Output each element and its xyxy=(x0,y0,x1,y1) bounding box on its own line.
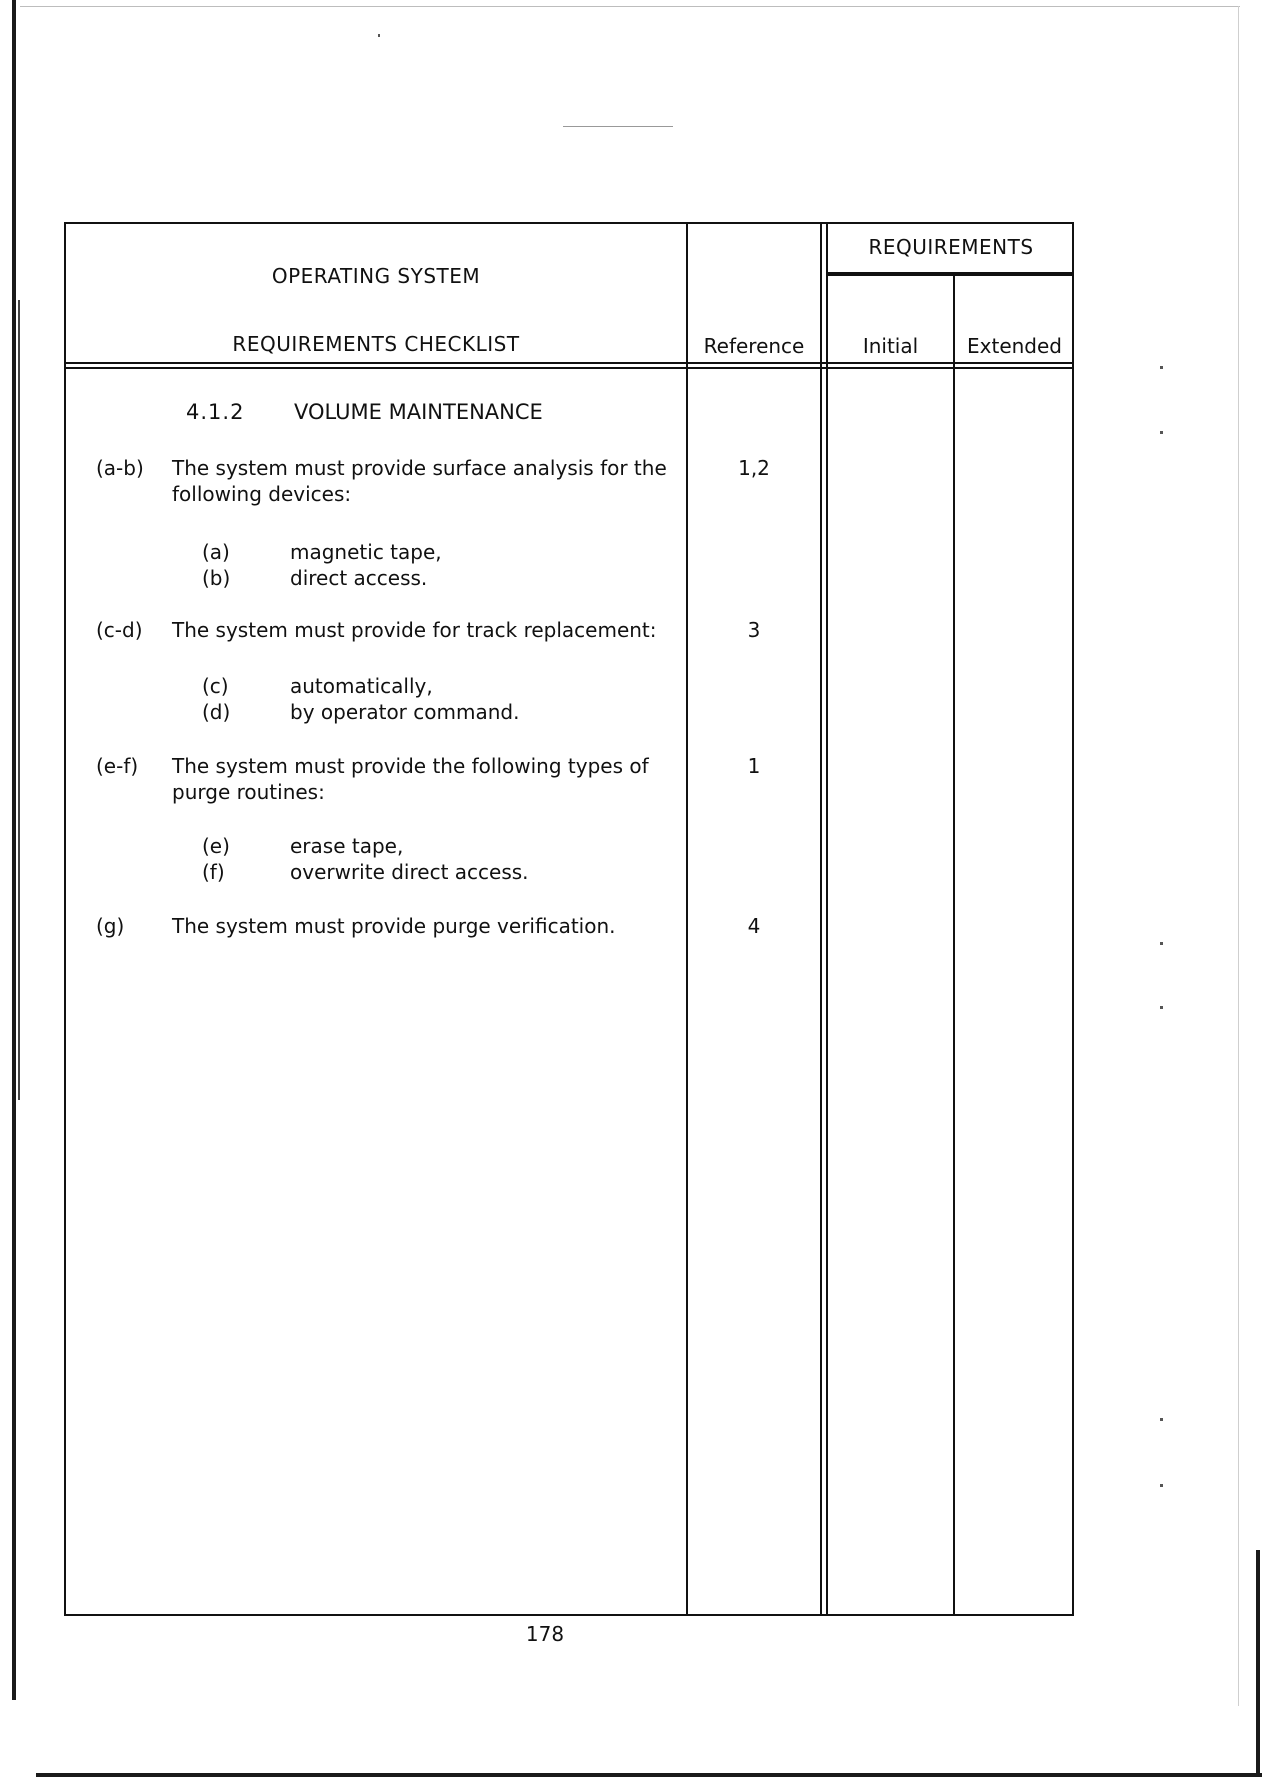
header-rule-lower xyxy=(66,367,1072,369)
item-id: (a-b) xyxy=(96,456,144,480)
scan-edge-top xyxy=(20,6,1240,7)
subitem-text: magnetic tape, xyxy=(290,540,442,564)
header-requirements: REQUIREMENTS xyxy=(868,235,1034,259)
scan-speck xyxy=(378,34,380,37)
column-rule-requirements-outer xyxy=(820,224,822,1614)
column-rule-initial-extended xyxy=(953,276,955,1614)
item-id: (e-f) xyxy=(96,754,139,778)
scan-speck xyxy=(1160,1484,1163,1487)
scan-speck xyxy=(563,126,673,127)
scan-edge-bottom xyxy=(36,1773,1262,1777)
subitem-id: (c) xyxy=(202,674,229,698)
subitem-id: (b) xyxy=(202,566,231,590)
item-text: The system must provide the following types of xyxy=(172,754,649,778)
scan-speck xyxy=(1160,1418,1163,1421)
scan-speck xyxy=(1160,431,1163,434)
header-reference: Reference xyxy=(703,334,805,358)
header-title-line2: REQUIREMENTS CHECKLIST xyxy=(232,332,520,356)
subitem-id: (a) xyxy=(202,540,230,564)
item-text: The system must provide purge verification. xyxy=(172,914,616,938)
scan-edge-left xyxy=(12,0,16,1700)
column-rule-requirements-inner xyxy=(826,224,828,1614)
subitem-text: automatically, xyxy=(290,674,433,698)
page-number: 178 xyxy=(525,1622,565,1646)
item-reference: 1 xyxy=(747,754,761,778)
header-title-line1: OPERATING SYSTEM xyxy=(271,264,481,288)
subitem-text: by operator command. xyxy=(290,700,520,724)
section-title: VOLUME MAINTENANCE xyxy=(294,400,543,424)
item-text: following devices: xyxy=(172,482,352,506)
header-rule-upper xyxy=(66,362,1072,364)
scan-edge-right-bottom xyxy=(1256,1550,1260,1776)
scan-edge-left-inner xyxy=(18,300,20,1100)
requirements-checklist-form xyxy=(64,222,1074,1616)
scan-speck xyxy=(1160,942,1163,945)
scan-speck xyxy=(1160,366,1163,369)
header-initial: Initial xyxy=(862,334,919,358)
scan-speck xyxy=(1160,1006,1163,1009)
item-text: purge routines: xyxy=(172,780,325,804)
subitem-text: direct access. xyxy=(290,566,428,590)
section-number: 4.1.2 xyxy=(186,400,245,424)
item-reference: 4 xyxy=(747,914,761,938)
subitem-text: erase tape, xyxy=(290,834,404,858)
item-text: The system must provide for track replacement: xyxy=(172,618,657,642)
item-text: The system must provide surface analysis for the xyxy=(172,456,667,480)
subitem-text: overwrite direct access. xyxy=(290,860,529,884)
scan-edge-right xyxy=(1238,6,1239,1706)
subitem-id: (e) xyxy=(202,834,230,858)
item-reference: 1,2 xyxy=(738,456,770,480)
subitem-id: (d) xyxy=(202,700,231,724)
subitem-id: (f) xyxy=(202,860,225,884)
requirements-header-rule xyxy=(828,272,1072,276)
item-reference: 3 xyxy=(747,618,761,642)
item-id: (g) xyxy=(96,914,125,938)
item-id: (c-d) xyxy=(96,618,143,642)
header-extended: Extended xyxy=(967,334,1062,358)
